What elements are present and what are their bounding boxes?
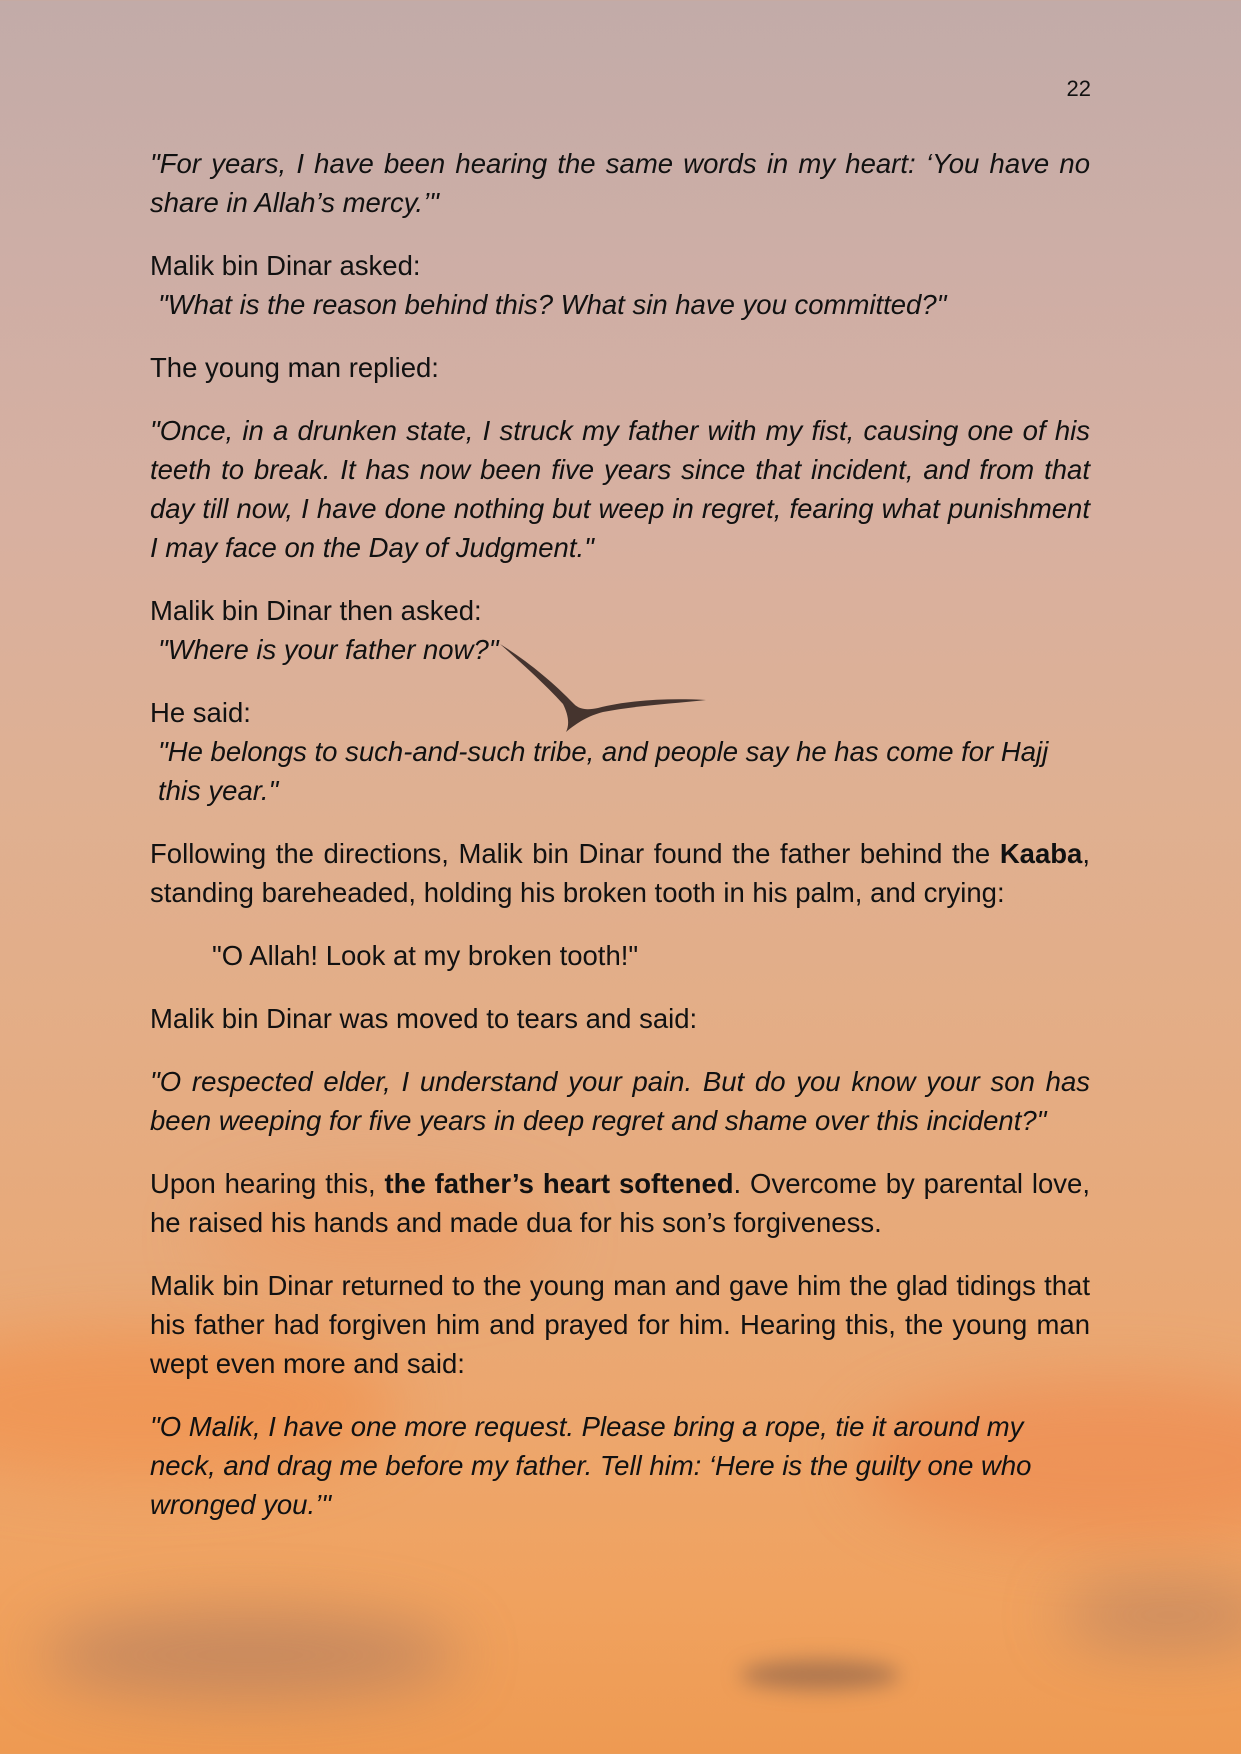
bold-text: the father’s heart softened (384, 1168, 734, 1199)
paragraph: "O respected elder, I understand your pain. But do you know your son has been weeping for five years in deep regret and shame over this incident?" (150, 1066, 1090, 1136)
text-run: Following the directions, Malik bin Dinar found the father behind the (150, 838, 1000, 869)
text-run: . Overcome by parental love, he raised his hands and made dua for his son’s forgiveness. (150, 1168, 1090, 1238)
speaker-label: He said: (150, 697, 251, 728)
paragraph: "Once, in a drunken state, I struck my father with my fist, causing one of his teeth to break. It has now been five years since that incident, and from that day till now, I have done nothing but weep in regret, fearing what punishment I may face on the Day of Judgment." (150, 415, 1090, 563)
speaker-label: Malik bin Dinar then asked: (150, 595, 482, 626)
quote: "He belongs to such-and-such tribe, and people say he has come for Hajj this year." (158, 736, 1049, 806)
text-run: Upon hearing this, (150, 1168, 385, 1199)
page-body (150, 144, 1090, 1524)
speaker-label: Malik bin Dinar asked: (150, 250, 421, 281)
background-cloud (740, 1660, 900, 1690)
paragraph (150, 246, 1090, 324)
quote: "What is the reason behind this? What sin have you committed?" (158, 289, 947, 320)
paragraph: "O Malik, I have one more request. Please bring a rope, tie it around my neck, and drag me before my father. Tell him: ‘Here is the guilty one who wronged you.’" (150, 1411, 1032, 1520)
paragraph (150, 591, 1090, 669)
quote: "Where is your father now?" (158, 634, 499, 665)
page-number: 22 (1066, 76, 1091, 101)
paragraph: "For years, I have been hearing the same words in my heart: ‘You have no share in Allah’s mercy.’" (150, 148, 1090, 218)
paragraph (150, 834, 1090, 912)
background-cloud (1060, 1580, 1241, 1650)
paragraph (150, 1164, 1090, 1242)
paragraph: Malik bin Dinar returned to the young man and gave him the glad tidings that his father had forgiven him and prayed for him. Hearing this, the young man wept even more and said: (150, 1270, 1090, 1379)
background-cloud (40, 1610, 460, 1700)
paragraph (150, 693, 1090, 810)
paragraph: Malik bin Dinar was moved to tears and said: (150, 1003, 698, 1034)
text-run: , standing bareheaded, holding his broken tooth in his palm, and crying: (150, 838, 1090, 908)
indented-quote: "O Allah! Look at my broken tooth!" (212, 940, 639, 971)
paragraph: The young man replied: (150, 352, 439, 383)
bold-text: Kaaba (999, 838, 1083, 869)
